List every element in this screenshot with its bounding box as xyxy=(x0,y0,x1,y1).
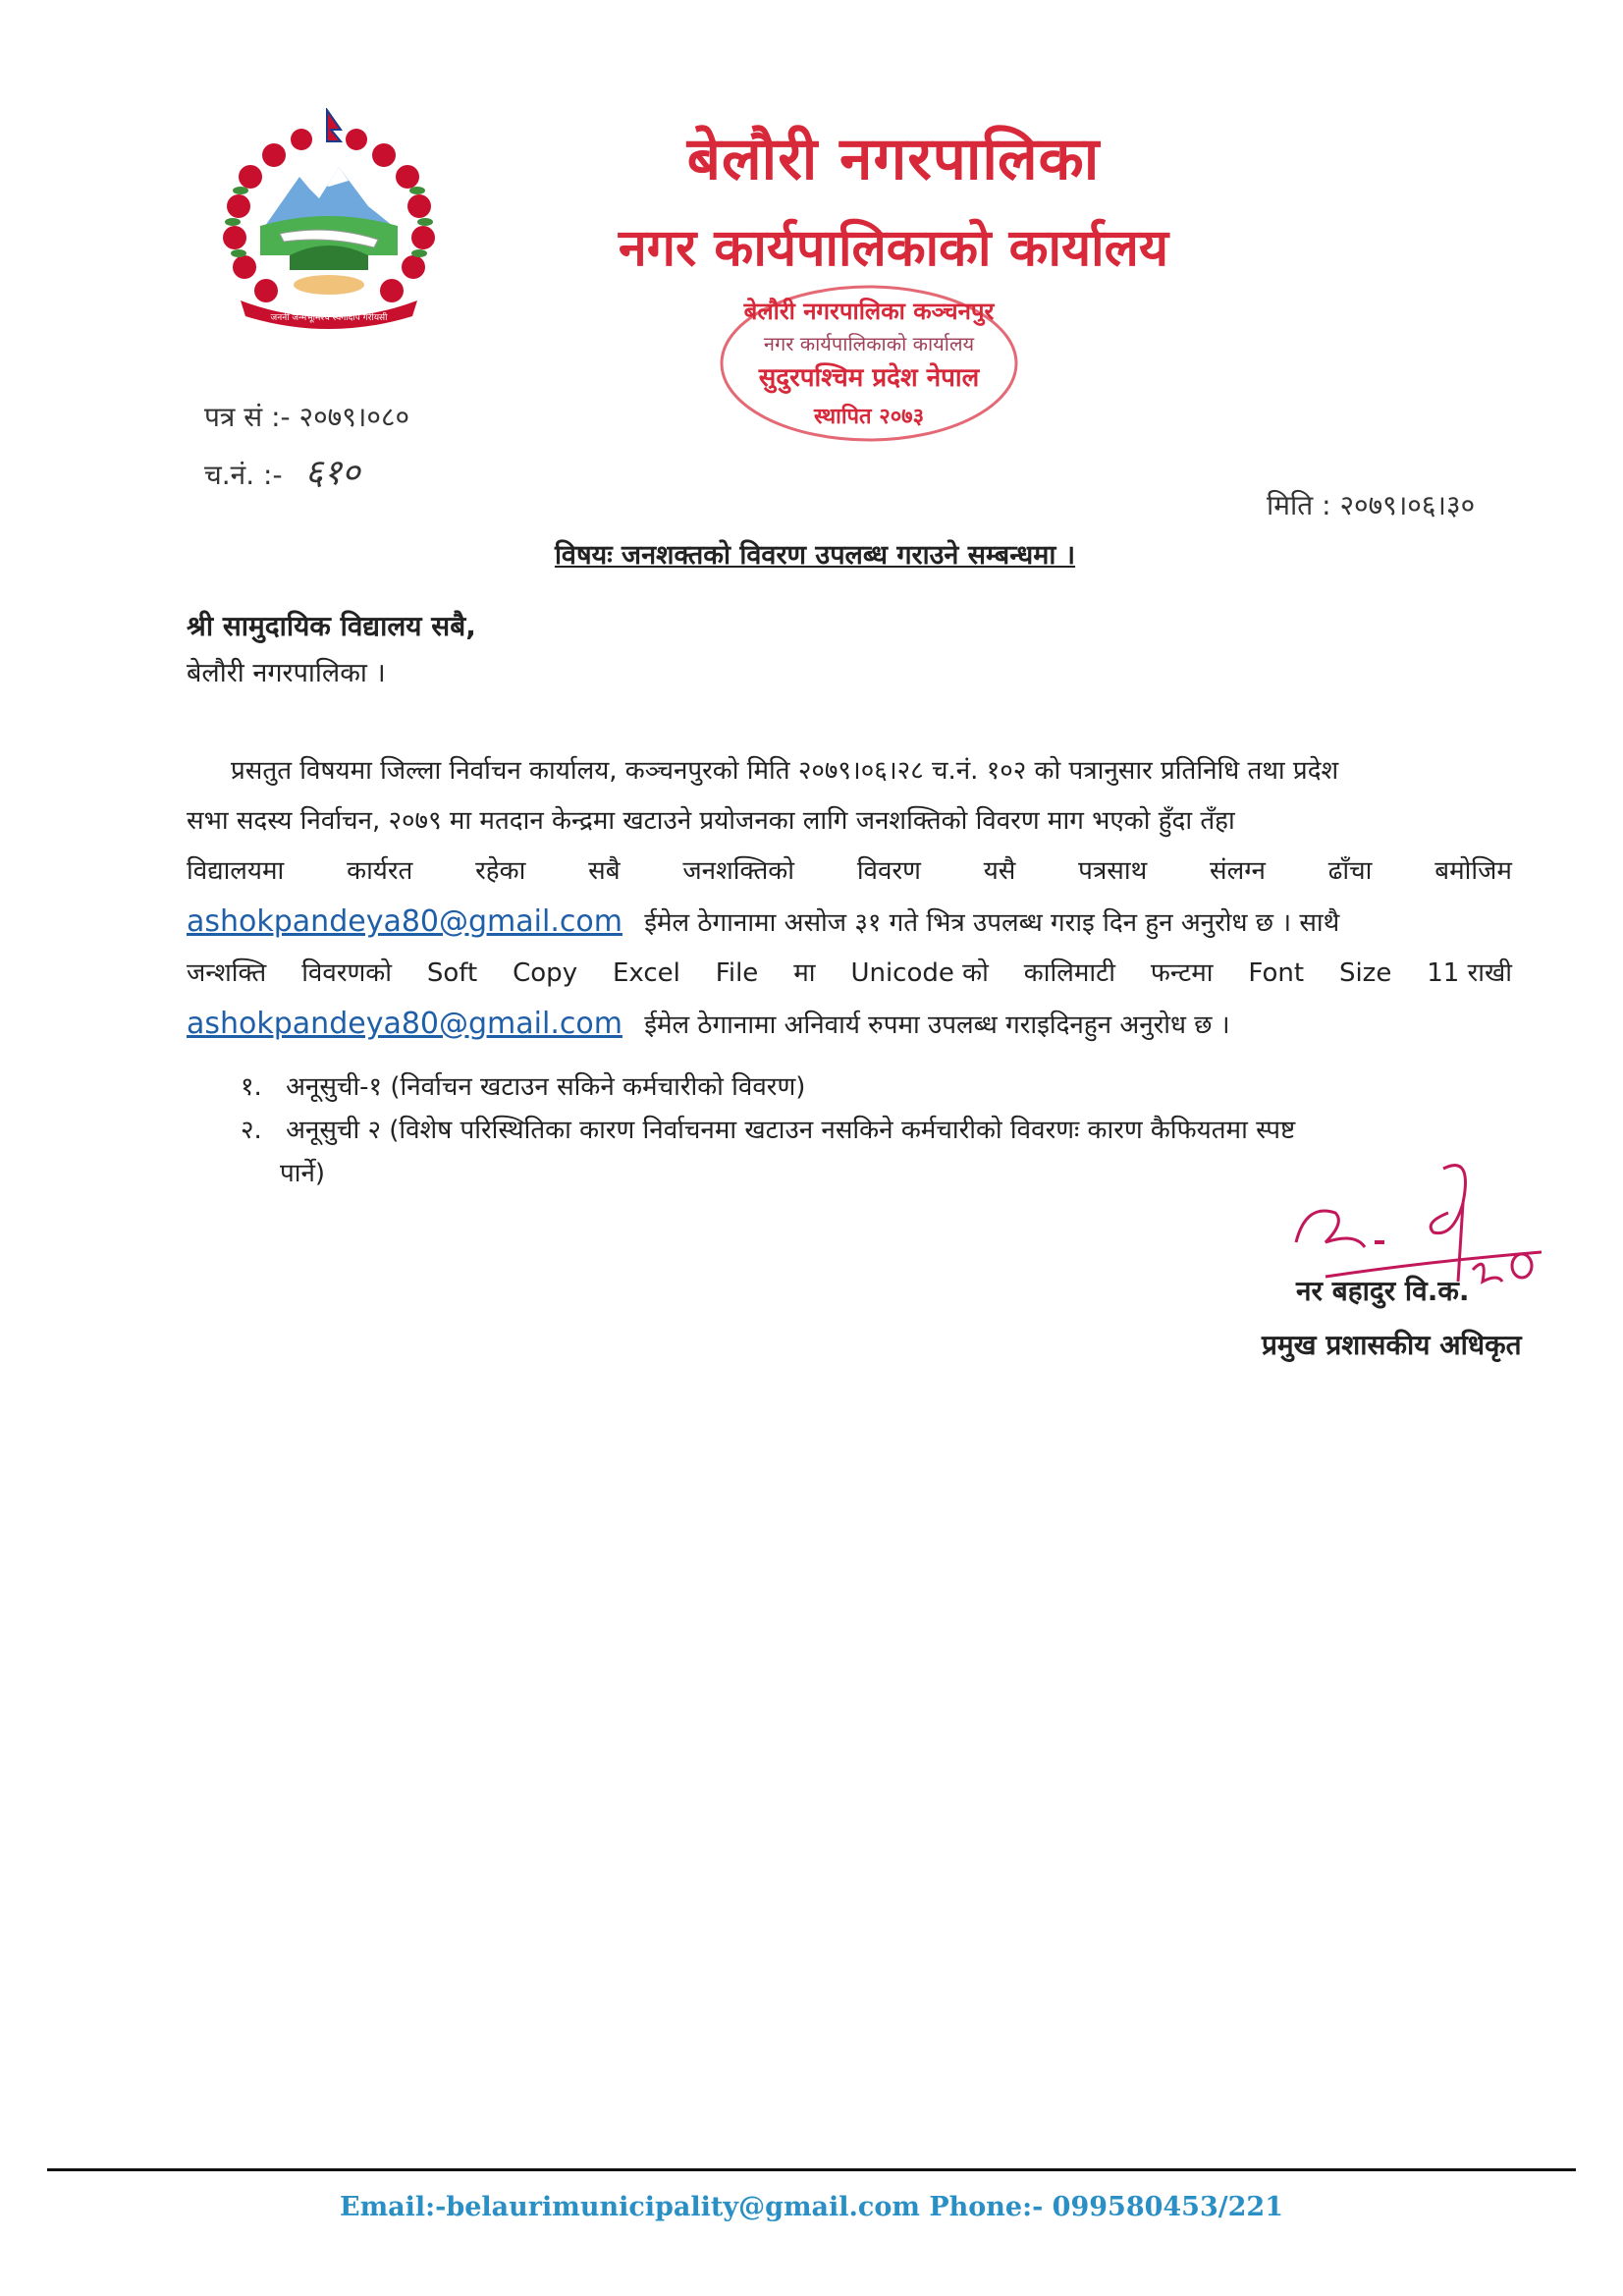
body-line-6-text: ईमेल ठेगानामा अनिवार्य रुपमा उपलब्ध गराइदिनहुन अनुरोध छ । xyxy=(644,1011,1230,1040)
stamp-line-4: स्थापित २०७३ xyxy=(813,405,925,429)
body-line-3-word: विवरण xyxy=(856,856,921,886)
stamp-line-2: नगर कार्यपालिकाको कार्यालय xyxy=(763,332,975,355)
date-label: मिति : xyxy=(1267,489,1331,521)
signatory-title: प्रमुख प्रशासकीय अधिकृत xyxy=(1262,1329,1522,1361)
body-line-5-word: Unicode को xyxy=(850,958,989,988)
office-name: नगर कार्यपालिकाको कार्यालय xyxy=(618,219,1169,278)
body-line-6 xyxy=(187,999,1512,1051)
addressee-line-2: बेलौरी नगरपालिका । xyxy=(187,658,386,688)
body-line-3-word: ढाँचा xyxy=(1327,856,1373,886)
footer-divider xyxy=(47,2168,1576,2171)
body-line-3-word: जनशक्तिको xyxy=(682,856,794,886)
body-line-5-word: विवरणको xyxy=(301,958,392,988)
body-line-4-text: ईमेल ठेगानामा असोज ३१ गते भित्र उपलब्ध गराइ दिन हुन अनुरोध छ । साथै xyxy=(644,908,1340,938)
body-line-5-word: मा xyxy=(793,958,816,988)
letter-number-value: २०७९।०८० xyxy=(298,401,410,433)
body-line-3-word: विद्यालयमा xyxy=(187,856,285,886)
nepal-emblem-logo xyxy=(211,108,447,334)
footer-contact: Email:-belaurimunicipality@gmail.com Phone:- 099580453/221 xyxy=(340,2192,1283,2222)
stamp-line-1: बेलौरी नगरपालिका कञ्चनपुर xyxy=(743,298,995,325)
stamp-line-3: सुदुरपश्चिम प्रदेश नेपाल xyxy=(758,363,980,393)
body-line-5-word: फन्टमा xyxy=(1150,958,1214,988)
body-line-4 xyxy=(187,897,1512,949)
body-line-5-word: 11 राखी xyxy=(1427,958,1512,988)
email-link-1[interactable]: ashokpandeya80@gmail.com xyxy=(187,904,622,939)
body-line-5-word: Copy xyxy=(513,958,578,988)
letter-body xyxy=(187,746,1512,1051)
addressee-line-1: श्री सामुदायिक विद्यालय सबै, xyxy=(187,610,476,642)
body-line-3-word: सबै xyxy=(588,856,621,886)
svg-text:जननी जन्मभूमिश्च स्वर्गादपि गर: जननी जन्मभूमिश्च स्वर्गादपि गरीयसी xyxy=(270,313,388,323)
body-line-5-word: Font xyxy=(1248,958,1305,988)
attachment-item-1-number: १. xyxy=(241,1072,262,1102)
body-line-3-word: कार्यरत xyxy=(347,856,413,886)
body-line-5-word: File xyxy=(715,958,759,988)
dispatch-number-label: च.नं. :- xyxy=(204,459,283,491)
body-line-3-word: संलग्न xyxy=(1210,856,1266,886)
attachment-item-2-number: २. xyxy=(241,1116,262,1145)
body-line-5 xyxy=(187,949,1512,999)
attachment-item-1-text: अनूसुची-१ (निर्वाचन खटाउन सकिने कर्मचारीको विवरण) xyxy=(286,1072,806,1102)
letter-subject: विषयः जनशक्तको विवरण उपलब्ध गराउने सम्बन्धमा । xyxy=(554,540,1076,571)
handwritten-signature xyxy=(1267,1144,1561,1340)
body-line-3-word: रहेका xyxy=(475,856,526,886)
attachment-item-2-continued: पार्ने) xyxy=(280,1159,326,1188)
letter-date xyxy=(1267,486,1475,523)
signatory-name: नर बहादुर वि.क. xyxy=(1296,1275,1470,1307)
letter-number-label: पत्र सं :- xyxy=(204,401,291,433)
email-link-2[interactable]: ashokpandeya80@gmail.com xyxy=(187,1007,622,1041)
letter-number xyxy=(204,398,409,435)
attachment-item-2-text: अनूसुची २ (विशेष परिस्थितिका कारण निर्वाचनमा खटाउन नसकिने कर्मचारीको विवरणः कारण कैफियतमा स्पष्ट xyxy=(286,1116,1296,1145)
body-line-3 xyxy=(187,847,1512,897)
attachment-item-1 xyxy=(241,1066,1527,1109)
body-line-1: प्रसतुत विषयमा जिल्ला निर्वाचन कार्यालय, कञ्चनपुरको मिति २०७९।०६।२८ च.नं. १०२ को पत्रानुसार प्रतिनिधि तथा प्रदेश xyxy=(231,756,1339,786)
body-line-3-word: पत्रसाथ xyxy=(1078,856,1148,886)
body-line-5-word: Size xyxy=(1338,958,1392,988)
office-seal-stamp xyxy=(707,280,1031,447)
body-line-5-word: कालिमाटी xyxy=(1023,958,1115,988)
dispatch-number-value: ६१० xyxy=(304,453,360,493)
date-value: २०७९।०६।३० xyxy=(1339,489,1476,521)
body-line-3-word: यसै xyxy=(983,856,1016,886)
body-line-3-word: बमोजिम xyxy=(1434,856,1512,886)
body-line-5-word: Excel xyxy=(613,958,680,988)
municipality-name: बेलौरी नगरपालिका xyxy=(686,125,1101,193)
body-line-5-word: जन्शक्ति xyxy=(187,958,267,988)
body-line-5-word: Soft xyxy=(426,958,478,988)
dispatch-number xyxy=(204,447,360,495)
body-line-2: सभा सदस्य निर्वाचन, २०७९ मा मतदान केन्द्रमा खटाउने प्रयोजनका लागि जनशक्तिको विवरण माग भएको हुँदा तँहा xyxy=(187,806,1235,836)
